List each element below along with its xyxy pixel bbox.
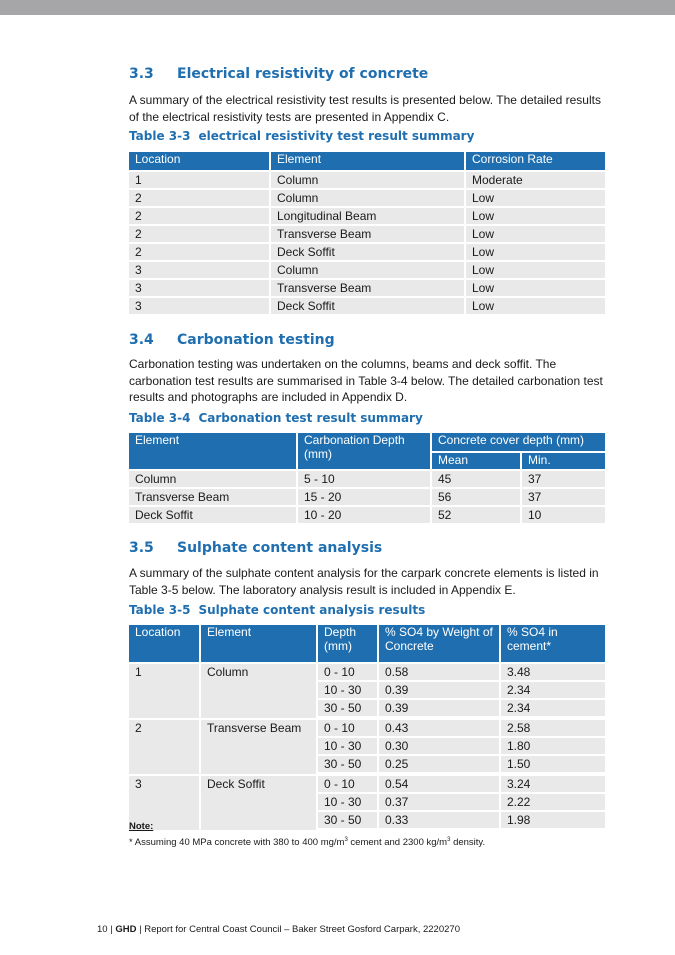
table-row <box>129 280 605 296</box>
table-cell: 37 <box>522 489 605 505</box>
column-header: Element <box>129 433 296 469</box>
table-cell: Low <box>466 280 605 296</box>
table-cell: 0.30 <box>379 738 499 754</box>
section-3-3-paragraph: A summary of the electrical resistivity test results is presented below. The detailed results of the electrical resistivity tests are presented in Appendix C. <box>129 93 601 124</box>
table-cell: 10 - 30 <box>318 738 377 754</box>
section-heading-3-3: 3.3 Electrical resistivity of concrete <box>129 66 429 82</box>
table-cell: 2 <box>129 244 269 260</box>
column-header: Concrete cover depth (mm) <box>432 433 605 451</box>
table-cell: Column <box>271 190 464 206</box>
table-row <box>129 244 605 260</box>
table-cell: 30 - 50 <box>318 812 377 828</box>
table-3-3-caption: Table 3-3 electrical resistivity test result summary <box>129 129 475 143</box>
column-header: % SO4 in cement* <box>501 625 605 662</box>
table-cell: Moderate <box>466 172 605 188</box>
section-3-5-paragraph: A summary of the sulphate content analysis for the carpark concrete elements is listed in Table 3-5 below. The laboratory analysis result is included in Appendix E. <box>129 566 599 597</box>
table-cell: 37 <box>522 471 605 487</box>
table-cell: Column <box>271 262 464 278</box>
table-cell: 1.98 <box>501 812 605 828</box>
table-row <box>129 720 605 736</box>
table-cell: 10 <box>522 507 605 523</box>
column-header: Element <box>271 152 464 170</box>
table-cell: 2.34 <box>501 700 605 716</box>
top-grey-bar <box>0 0 675 15</box>
sulphate-table <box>127 623 607 832</box>
table-cell: 10 - 30 <box>318 794 377 810</box>
table-cell: Deck Soffit <box>271 298 464 314</box>
table-cell: 0.25 <box>379 756 499 772</box>
table-cell: 3 <box>129 298 269 314</box>
table-cell: 5 - 10 <box>298 471 430 487</box>
table-cell: 3 <box>129 280 269 296</box>
table-row <box>129 471 605 487</box>
table-row <box>129 208 605 224</box>
table-cell: Deck Soffit <box>201 776 316 830</box>
table-cell: 2.22 <box>501 794 605 810</box>
table-cell: 0 - 10 <box>318 720 377 736</box>
table-cell: 15 - 20 <box>298 489 430 505</box>
table-cell: 30 - 50 <box>318 700 377 716</box>
table-cell: 0 - 10 <box>318 776 377 792</box>
note-text: * Assuming 40 MPa concrete with 380 to 400 $mg/m^3$ cement and 2300 $kg/m^3$ density. <box>129 837 486 849</box>
table-cell: 0.33 <box>379 812 499 828</box>
column-header: Min. <box>522 453 605 469</box>
table-cell: 2.34 <box>501 682 605 698</box>
table-cell: Transverse Beam <box>129 489 296 505</box>
table-cell: 10 - 30 <box>318 682 377 698</box>
column-header: Location <box>129 625 199 662</box>
table-cell: 2 <box>129 226 269 242</box>
table-row <box>129 190 605 206</box>
table-cell: Low <box>466 208 605 224</box>
note-heading: Note: <box>129 821 154 832</box>
column-header: Location <box>129 152 269 170</box>
table-cell: Low <box>466 262 605 278</box>
table-cell: 1.50 <box>501 756 605 772</box>
table-row <box>129 664 605 680</box>
table-cell: Deck Soffit <box>271 244 464 260</box>
table-cell: 3 <box>129 262 269 278</box>
table-cell: Transverse Beam <box>271 226 464 242</box>
table-cell: 0.37 <box>379 794 499 810</box>
table-cell: Low <box>466 244 605 260</box>
column-header: % SO4 by Weight of Concrete <box>379 625 499 662</box>
table-row <box>129 489 605 505</box>
table-cell: 0.39 <box>379 682 499 698</box>
table-cell: 10 - 20 <box>298 507 430 523</box>
table-cell: Low <box>466 190 605 206</box>
table-row <box>129 776 605 792</box>
table-3-5-caption: Table 3-5 Sulphate content analysis results <box>129 603 426 617</box>
table-cell: 0 - 10 <box>318 664 377 680</box>
carbonation-table <box>127 431 607 525</box>
table-cell: 3.48 <box>501 664 605 680</box>
table-cell: Column <box>201 664 316 718</box>
column-header: Carbonation Depth (mm) <box>298 433 430 469</box>
page-footer: 10 | GHD | Report for Central Coast Council – Baker Street Gosford Carpark, 2220270 <box>97 924 460 935</box>
table-cell: Transverse Beam <box>201 720 316 774</box>
table-cell: Longitudinal Beam <box>271 208 464 224</box>
table-cell: 1.80 <box>501 738 605 754</box>
table-cell: 1 <box>129 172 269 188</box>
table-cell: 45 <box>432 471 520 487</box>
column-header: Element <box>201 625 316 662</box>
table-cell: 0.39 <box>379 700 499 716</box>
table-row <box>129 226 605 242</box>
table-row <box>129 262 605 278</box>
column-header: Corrosion Rate <box>466 152 605 170</box>
table-cell: 0.54 <box>379 776 499 792</box>
column-header: Depth (mm) <box>318 625 377 662</box>
section-heading-3-5: 3.5 Sulphate content analysis <box>129 540 383 556</box>
table-cell: 2 <box>129 190 269 206</box>
table-row <box>129 507 605 523</box>
table-cell: Deck Soffit <box>129 507 296 523</box>
table-cell: 1 <box>129 664 199 718</box>
section-3-4-paragraph: Carbonation testing was undertaken on the columns, beams and deck soffit. The carbonation test results are summarised in Table 3-4 below. The detailed carbonation test results and photographs are included in Appendix D. <box>129 357 603 404</box>
table-cell: 3.24 <box>501 776 605 792</box>
table-cell: 30 - 50 <box>318 756 377 772</box>
table-cell: 56 <box>432 489 520 505</box>
table-cell: Column <box>271 172 464 188</box>
table-cell: 2.58 <box>501 720 605 736</box>
table-row <box>129 172 605 188</box>
column-header: Mean <box>432 453 520 469</box>
table-cell: 52 <box>432 507 520 523</box>
table-cell: Low <box>466 226 605 242</box>
table-cell: Transverse Beam <box>271 280 464 296</box>
table-cell: 0.43 <box>379 720 499 736</box>
table-cell: Low <box>466 298 605 314</box>
section-heading-3-4: 3.4 Carbonation testing <box>129 332 335 348</box>
table-cell: Column <box>129 471 296 487</box>
table-cell: 2 <box>129 720 199 774</box>
table-row <box>129 298 605 314</box>
table-cell: 2 <box>129 208 269 224</box>
table-3-4-caption: Table 3-4 Carbonation test result summary <box>129 411 423 425</box>
table-cell: 3 <box>129 776 199 830</box>
resistivity-table <box>127 150 607 316</box>
table-cell: 0.58 <box>379 664 499 680</box>
